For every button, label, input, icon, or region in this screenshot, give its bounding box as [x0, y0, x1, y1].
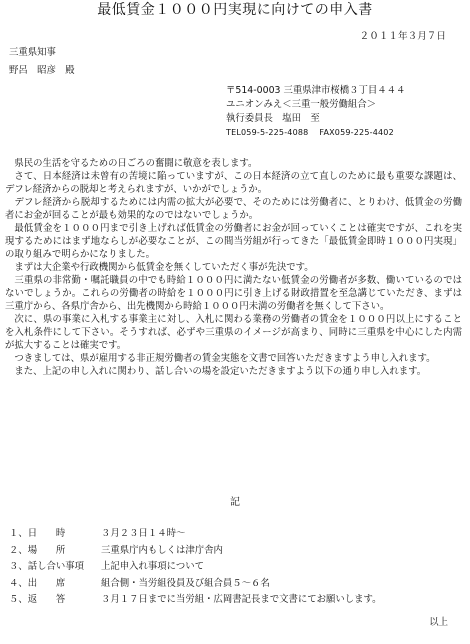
list-item	[9, 593, 382, 610]
item-value: 三重県庁内もしくは津庁舎内	[101, 544, 223, 556]
paragraph: 最低賃金を１０００円まで引き上げれば低賃金の労働者にお金が回っていくことは確実ですが、これを実現するためにはまず地ならしが必要なことが、この間当労組が行ってきた「最低賃金即時１０００円実現」の取り組みで明らかになりました。	[5, 223, 462, 260]
paragraph: 県民の生活を守るための日ごろの奮闘に敬意を表します。	[14, 158, 258, 169]
list-item	[9, 560, 382, 577]
paragraph: デフレ経済から脱却するためには内需の拡大が必要で、そのためには労働者に、とりわけ、低賃金の労働者にお金が回ることが最も効果的なのではないでしょうか。	[5, 197, 462, 221]
paragraph: 次に、県の事業に入札する事業主に対し、入札に関わる業務の労働者の賃金を１０００円以上にすることを入札条件にして下さい。そうすれば、必ずや三重県のイメージが高まり、同時に三重県を中心にした内需が拡大することは確実です。	[5, 314, 462, 351]
list-item	[9, 577, 382, 594]
item-value: 上記申入れ事項について	[101, 561, 204, 572]
document-body	[5, 157, 462, 378]
ki-heading: 記	[230, 497, 240, 508]
item-label: ３、話し合い事項	[9, 561, 85, 572]
item-value: 組合側・当労組役員及び組合員５～６名	[101, 577, 270, 589]
sender-union: ユニオンみえ＜三重一般労働組合＞	[226, 99, 377, 110]
item-label: １、日 時	[9, 528, 66, 539]
document-date: ２０１１年３月７日	[359, 31, 446, 42]
paragraph: まずは大企業や行政機関から低賃金を無くしていただく事が先決です。	[14, 262, 314, 273]
paragraph: さて、日本経済は未曾有の苦境に陥っていますが、この日本経済の立て直しのために最も重要な課題は、デフレ経済からの脱却と考えられますが、いかがでしょうか。	[5, 171, 462, 195]
recipient-org: 三重県知事	[9, 47, 56, 58]
item-value: ３月２３日１４時～	[101, 528, 186, 539]
sender-block	[226, 84, 405, 140]
recipient-name: 野呂 昭彦 殿	[9, 65, 75, 76]
item-label: ５、返 答	[9, 594, 66, 605]
item-label: ２、場 所	[9, 544, 66, 556]
document-title: 最低賃金１０００円実現に向けての申入書	[97, 2, 373, 18]
list-item	[9, 544, 382, 561]
paragraph: つきましては、県が雇用する非正規労働者の賃金実態を文書で回答いただきますよう申し入れます。	[14, 353, 436, 364]
sender-chair: 執行委員長 塩田 至	[226, 113, 320, 124]
item-value: ３月１７日までに当労組・広岡書記長まで文書にてお願いします。	[101, 594, 382, 605]
item-list	[9, 527, 382, 610]
paragraph: また、上記の申し入れに関わり、話し合いの場を設定いただきますよう以下の通り申し入れます。	[14, 366, 427, 377]
item-label: ４、出 席	[9, 577, 66, 589]
paragraph: 三重県の非常勤・嘱託職員の中でも時給１０００円に満たない低賃金の労働者が多数、働いているのではないでしょうか。これらの労働者の時給を１０００円に引き上げる財政措置を至急講じていただき、まずは三重庁から、各県庁舎から、出先機関から時給１０００円未満の労働者を無くして下さい。	[5, 275, 462, 312]
sender-address: 〒514-0003 三重県津市桜橋３丁目４４４	[226, 85, 406, 96]
sender-tel-fax: TEL059-5-225-4088 FAX059-225-4402	[226, 128, 394, 137]
list-item	[9, 527, 382, 544]
closing-mark: 以上	[429, 617, 448, 628]
